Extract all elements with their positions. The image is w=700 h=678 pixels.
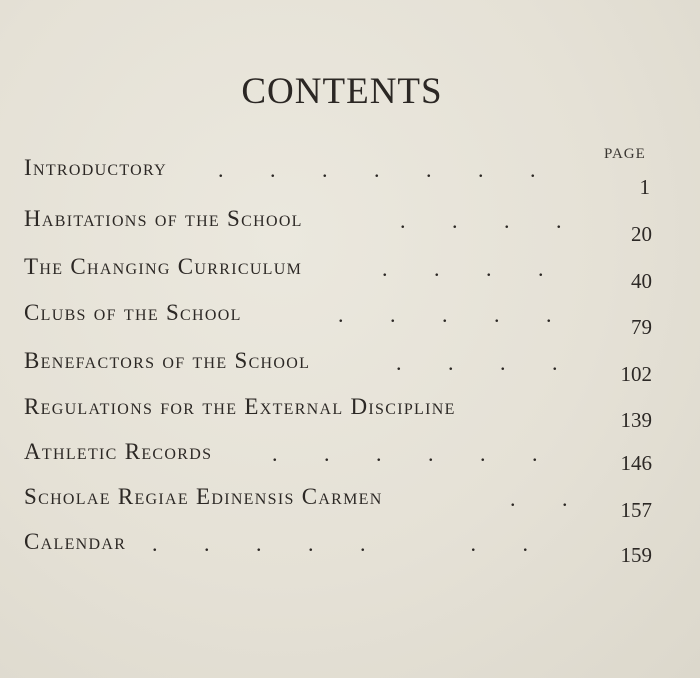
toc-entry-title: Athletic Records xyxy=(24,439,213,464)
toc-entry-page: 1 xyxy=(639,175,650,199)
toc-entry-carmen xyxy=(22,484,656,524)
toc-entry-title: Introductory xyxy=(24,155,167,180)
toc-entry-page: 102 xyxy=(620,362,652,386)
leader-dots: . . . . . xyxy=(338,302,553,327)
toc-entry-page: 79 xyxy=(631,315,652,339)
toc-entry-title: Clubs of the School xyxy=(24,300,242,325)
leader-dots: . . xyxy=(510,486,569,511)
toc-entry-regulations xyxy=(22,394,656,434)
toc-entry-page: 139 xyxy=(620,408,652,432)
toc-entry-page: 159 xyxy=(620,543,652,567)
toc-entry-benefactors xyxy=(22,348,656,388)
contents-heading: CONTENTS xyxy=(241,71,443,112)
toc-entry-title: Calendar xyxy=(24,529,127,554)
leader-dots: . . . . xyxy=(396,350,559,375)
leader-dots: . . . . xyxy=(382,256,545,281)
toc-entry-athletic xyxy=(22,439,656,479)
page-column-label: PAGE xyxy=(604,146,646,162)
leader-dots: . . . . xyxy=(400,208,563,233)
toc-entry-title: Scholae Regiae Edinensis Carmen xyxy=(24,484,383,509)
toc-entry-title: The Changing Curriculum xyxy=(24,254,303,279)
toc-entry-page: 40 xyxy=(631,269,652,293)
toc-entry-calendar xyxy=(22,529,656,569)
toc-entry-page: 146 xyxy=(620,451,652,475)
toc-entry-habitations xyxy=(22,206,656,246)
leader-dots: . . . . . . . xyxy=(218,157,537,182)
toc-entry-title: Habitations of the School xyxy=(24,206,303,231)
leader-dots: . . . . . . . xyxy=(152,531,529,556)
leader-dots: . . . . . . xyxy=(272,441,539,466)
toc-entry-page: 20 xyxy=(631,222,652,246)
toc-entry-curriculum xyxy=(22,254,656,294)
toc-entry-page: 157 xyxy=(620,498,652,522)
toc-entry-clubs xyxy=(22,300,656,340)
toc-entry-title: Regulations for the External Discipline xyxy=(24,394,456,419)
toc-entry-title: Benefactors of the School xyxy=(24,348,311,373)
toc-entry-introductory xyxy=(22,155,656,199)
